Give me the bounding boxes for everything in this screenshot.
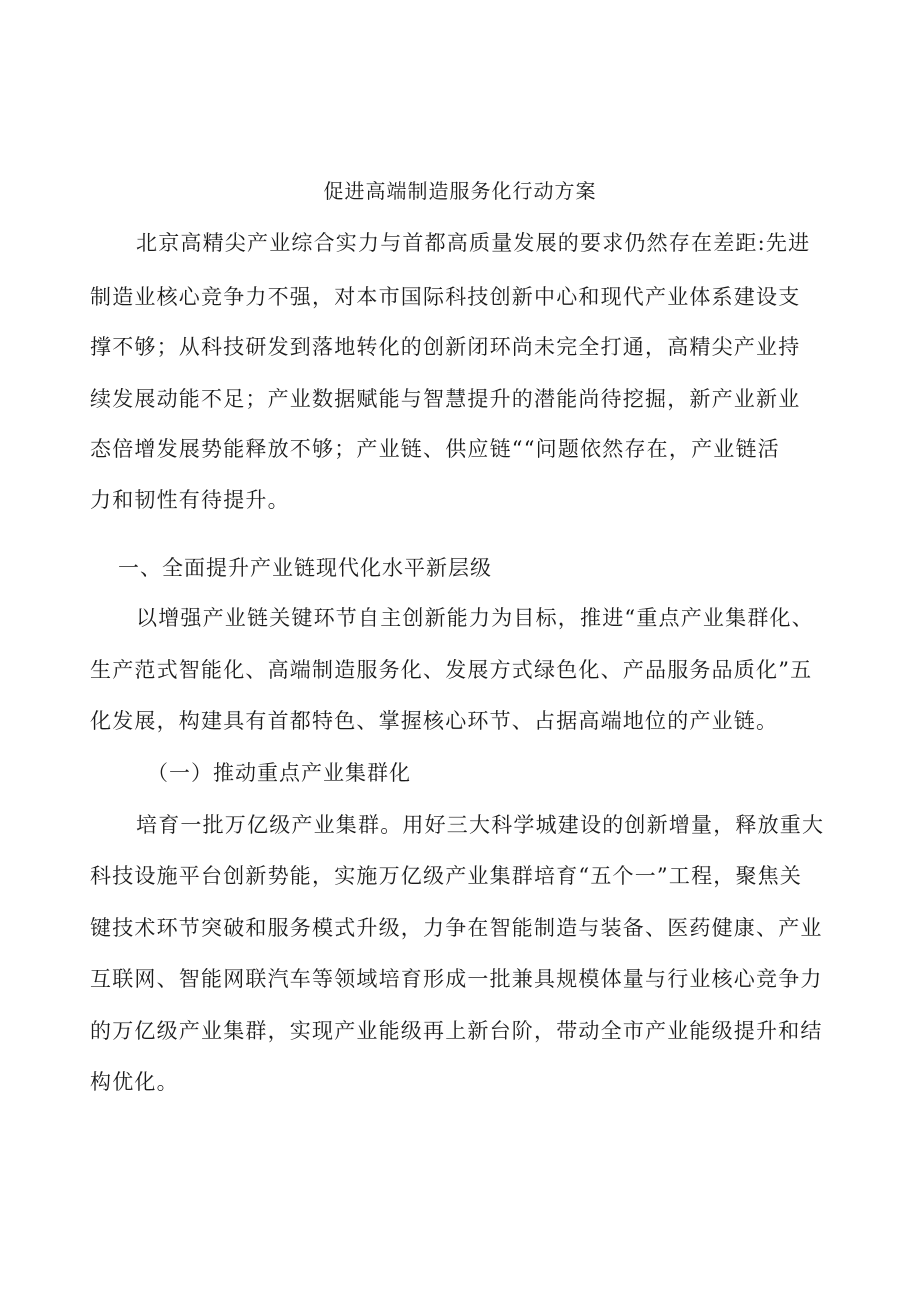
subsection-heading: （一）推动重点产业集群化 xyxy=(147,761,411,785)
intro-line: 态倍增发展势能释放不够；产业链、供应链““问题依然存在，产业链活 xyxy=(90,437,780,461)
subsection-line: 科技设施平台创新势能，实施万亿级产业集群培育“五个一”工程，聚焦关 xyxy=(90,864,803,888)
subsection-line: 键技术环节突破和服务模式升级，力争在智能制造与装备、医药健康、产业 xyxy=(90,916,823,940)
subsection-line: 培育一批万亿级产业集群。用好三大科学城建设的创新增量，释放重大 xyxy=(136,813,825,837)
section-line: 化发展，构建具有首都特色、掌握核心环节、占据高端地位的产业链。 xyxy=(90,709,779,733)
section-line: 生产范式智能化、高端制造服务化、发展方式绿色化、产品服务品质化”五 xyxy=(90,658,813,682)
section-heading: 一、全面提升产业链现代化水平新层级 xyxy=(118,556,492,580)
subsection-line: 的万亿级产业集群，实现产业能级再上新台阶，带动全市产业能级提升和结 xyxy=(90,1019,823,1043)
intro-line: 制造业核心竞争力不强，对本市国际科技创新中心和现代产业体系建设支 xyxy=(90,285,801,309)
subsection-line: 互联网、智能网联汽车等领域培育形成一批兼具规模体量与行业核心竞争力 xyxy=(90,967,823,991)
intro-line: 北京高精尖产业综合实力与首都高质量发展的要求仍然存在差距:先进 xyxy=(136,231,811,255)
intro-line: 续发展动能不足；产业数据赋能与智慧提升的潜能尚待挖掘，新产业新业 xyxy=(90,387,801,411)
subsection-line: 构优化。 xyxy=(90,1070,179,1094)
intro-line: 撑不够；从科技研发到落地转化的创新闭环尚未完全打通，高精尖产业持 xyxy=(90,335,801,359)
intro-line: 力和韧性有待提升。 xyxy=(90,488,290,512)
document-title: 促进高端制造服务化行动方案 xyxy=(323,179,597,203)
section-line: 以增强产业链关键环节自主创新能力为目标，推进“重点产业集群化、 xyxy=(136,606,814,630)
